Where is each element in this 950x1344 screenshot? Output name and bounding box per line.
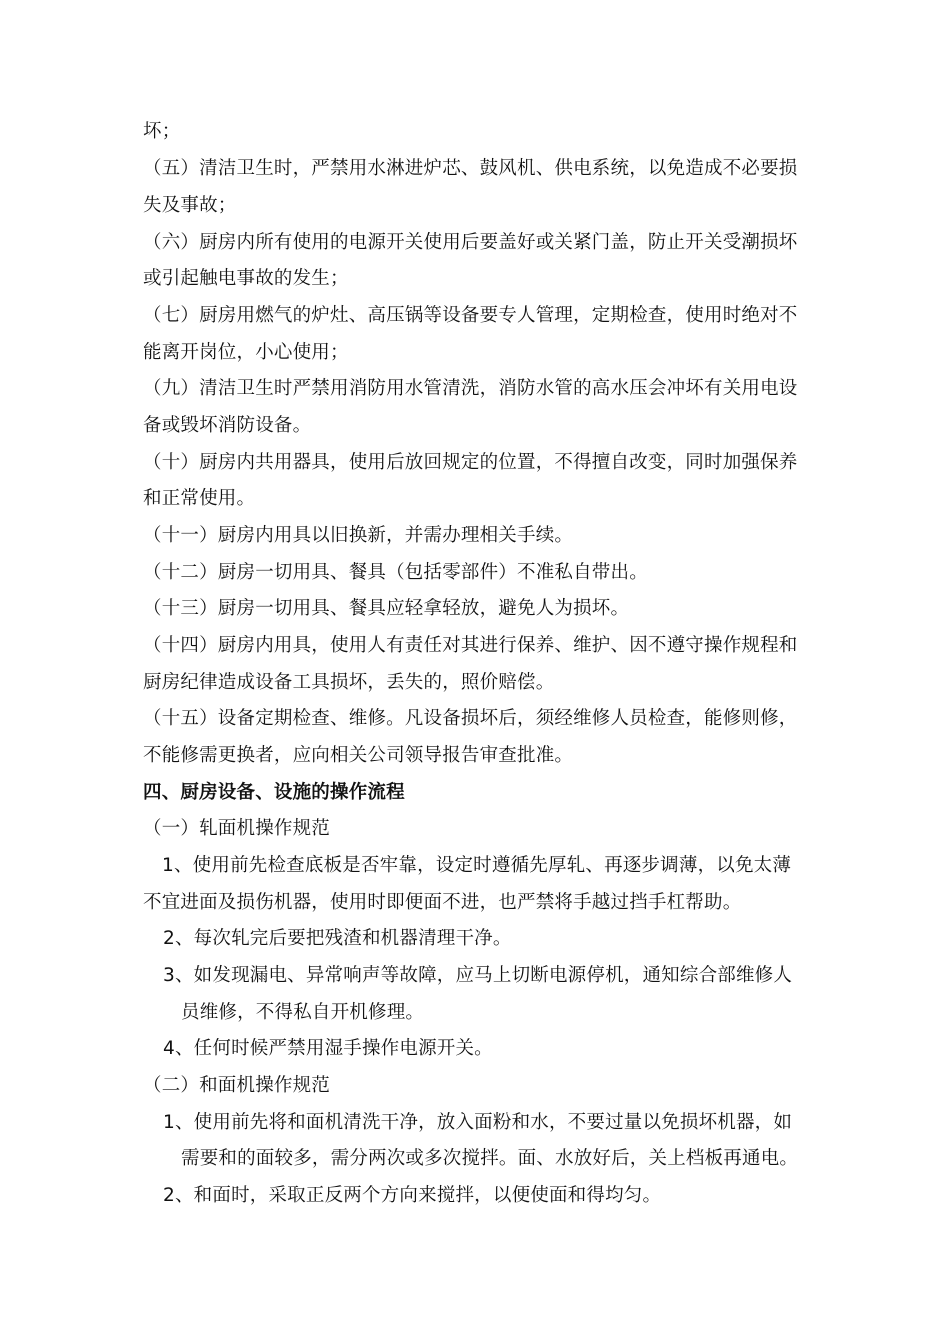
list-item: 1、使用前先检查底板是否牢靠，设定时遵循先厚轧、再逐步调薄，以免太薄 <box>162 855 792 876</box>
text-line: （十五）设备定期检查、维修。凡设备损坏后，须经维修人员检查，能修则修， <box>143 708 798 729</box>
list-item: 2、每次轧完后要把残渣和机器清理干净。 <box>163 928 512 949</box>
text-line: （十三）厨房一切用具、餐具应轻拿轻放，避免人为损坏。 <box>143 598 630 619</box>
text-line: （六）厨房内所有使用的电源开关使用后要盖好或关紧门盖，防止开关受潮损坏 <box>143 232 798 253</box>
text-line: 厨房纪律造成设备工具损坏，丢失的，照价赔偿。 <box>143 672 555 693</box>
text-line: （十二）厨房一切用具、餐具（包括零部件）不准私自带出。 <box>143 562 648 583</box>
text-line: （五）清洁卫生时，严禁用水淋进炉芯、鼓风机、供电系统，以免造成不必要损 <box>143 158 798 179</box>
text-line: （七）厨房用燃气的炉灶、高压锅等设备要专人管理，定期检查，使用时绝对不 <box>143 305 798 326</box>
subsection-heading: （二）和面机操作规范 <box>143 1075 331 1096</box>
text-line: 备或毁坏消防设备。 <box>143 415 312 436</box>
text-line: 坏； <box>143 121 181 142</box>
text-line: 能离开岗位，小心使用； <box>143 342 349 363</box>
text-line: 不能修需更换者，应向相关公司领导报告审查批准。 <box>143 745 574 766</box>
list-item: 3、如发现漏电、异常响声等故障，应马上切断电源停机，通知综合部维修人 <box>163 965 793 986</box>
text-line: 或引起触电事故的发生； <box>143 268 349 289</box>
text-line: （九）清洁卫生时严禁用消防用水管清洗，消防水管的高水压会冲坏有关用电设 <box>143 378 798 399</box>
list-item: 1、使用前先将和面机清洗干净，放入面粉和水，不要过量以免损坏机器，如 <box>163 1112 793 1133</box>
text-line: 失及事故； <box>143 195 237 216</box>
text-line: （十四）厨房内用具，使用人有责任对其进行保养、维护、因不遵守操作规程和 <box>143 635 798 656</box>
text-line: （十）厨房内共用器具，使用后放回规定的位置，不得擅自改变，同时加强保养 <box>143 452 798 473</box>
text-line: （十一）厨房内用具以旧换新，并需办理相关手续。 <box>143 525 574 546</box>
list-item: 4、任何时候严禁用湿手操作电源开关。 <box>163 1038 493 1059</box>
text-line: 不宜进面及损伤机器，使用时即便面不进，也严禁将手越过挡手杠帮助。 <box>143 892 742 913</box>
subsection-heading: （一）轧面机操作规范 <box>143 818 331 839</box>
text-line: 和正常使用。 <box>143 488 256 509</box>
list-item: 2、和面时，采取正反两个方向来搅拌，以便使面和得均匀。 <box>163 1185 662 1206</box>
text-line: 需要和的面较多，需分两次或多次搅拌。面、水放好后，关上档板再通电。 <box>181 1148 799 1169</box>
text-line: 员维修，不得私自开机修理。 <box>181 1002 425 1023</box>
section-heading: 四、厨房设备、设施的操作流程 <box>143 782 405 803</box>
